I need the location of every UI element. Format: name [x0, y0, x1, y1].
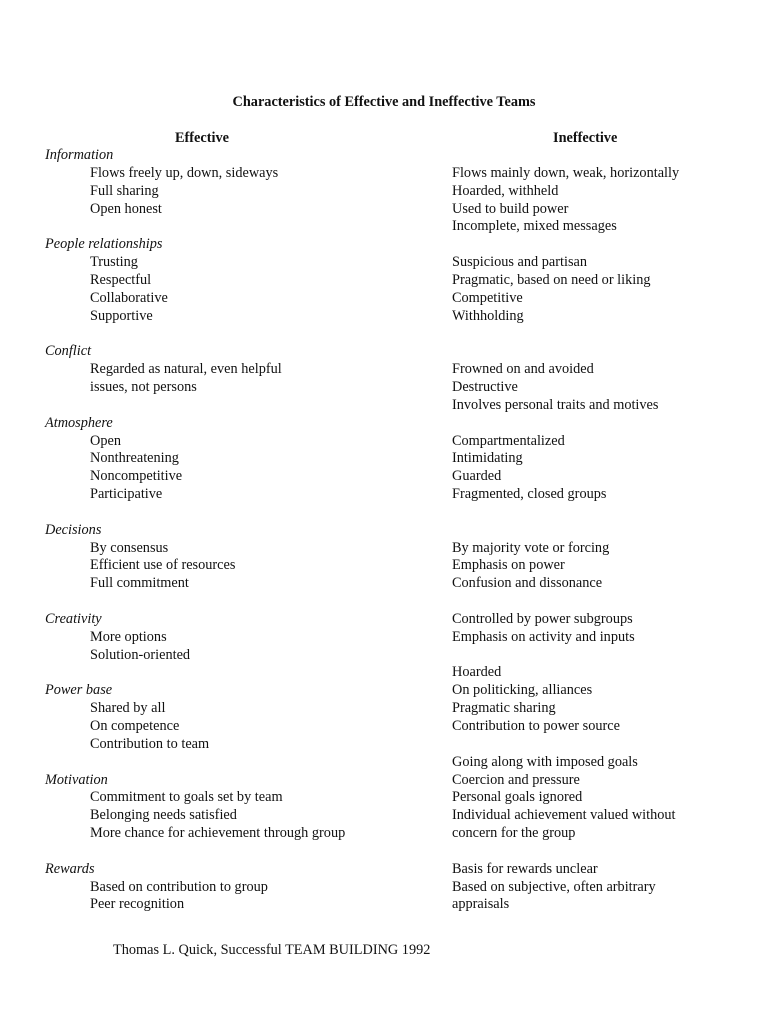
category-label: Information — [45, 147, 114, 163]
ineffective-item: Going along with imposed goals — [452, 753, 638, 770]
effective-item: Flows freely up, down, sideways — [90, 164, 279, 181]
effective-item: issues, not persons — [90, 378, 197, 395]
list-row — [0, 379, 768, 397]
list-row — [0, 682, 768, 700]
effective-item: Full commitment — [90, 575, 189, 592]
category-label: Motivation — [45, 771, 108, 788]
category-label: Atmosphere — [45, 414, 113, 431]
list-row — [0, 201, 768, 219]
list-row — [0, 343, 768, 361]
effective-item: Noncompetitive — [90, 468, 183, 485]
page-title: Characteristics of Effective and Ineffective Teams — [232, 94, 536, 110]
category-label: Decisions — [45, 521, 102, 538]
list-row — [0, 272, 768, 290]
effective-item: Participative — [90, 486, 163, 503]
list-row — [0, 290, 768, 308]
ineffective-item: Fragmented, closed groups — [452, 486, 607, 503]
ineffective-item: Compartmentalized — [452, 432, 565, 449]
list-row — [0, 807, 768, 825]
list-row — [0, 397, 768, 415]
category-label: Rewards — [45, 860, 95, 877]
ineffective-item: Emphasis on power — [452, 557, 565, 574]
ineffective-item: Intimidating — [452, 450, 523, 467]
list-row — [0, 254, 768, 272]
ineffective-item: Withholding — [452, 307, 524, 324]
ineffective-item: On politicking, alliances — [452, 682, 593, 699]
ineffective-item: Individual achievement valued without — [452, 807, 676, 824]
ineffective-item: Based on subjective, often arbitrary — [452, 878, 656, 895]
list-row — [0, 522, 768, 540]
ineffective-item: Destructive — [452, 378, 518, 395]
citation-footer: Thomas L. Quick, Successful TEAM BUILDING 1992 — [113, 942, 431, 958]
list-row — [0, 540, 768, 558]
list-row — [0, 843, 768, 861]
effective-item: Regarded as natural, even helpful — [90, 361, 282, 378]
list-row — [0, 629, 768, 647]
effective-item: Shared by all — [90, 700, 166, 717]
ineffective-item: concern for the group — [452, 825, 576, 842]
list-row — [0, 754, 768, 772]
list-row — [0, 575, 768, 593]
ineffective-item: Confusion and dissonance — [452, 575, 603, 592]
list-row — [0, 415, 768, 433]
characteristics-list — [0, 147, 768, 914]
column-header-effective: Effective — [175, 130, 229, 146]
ineffective-item: Hoarded, withheld — [452, 182, 559, 199]
category-label: Creativity — [45, 610, 102, 627]
ineffective-item: Used to build power — [452, 200, 569, 217]
ineffective-item: Incomplete, mixed messages — [452, 218, 617, 235]
list-row — [0, 147, 768, 165]
effective-item: Solution-oriented — [90, 646, 191, 663]
ineffective-item: Coercion and pressure — [452, 771, 580, 788]
ineffective-item: By majority vote or forcing — [452, 539, 610, 556]
ineffective-item: Involves personal traits and motives — [452, 396, 659, 413]
effective-item: Open honest — [90, 200, 162, 217]
ineffective-item: Contribution to power source — [452, 718, 620, 734]
list-row — [0, 896, 768, 914]
list-row — [0, 236, 768, 254]
effective-item: Efficient use of resources — [90, 557, 236, 574]
list-row — [0, 879, 768, 897]
effective-item: Trusting — [90, 254, 138, 271]
effective-item: Contribution to team — [90, 735, 210, 752]
list-row — [0, 325, 768, 343]
category-label: Power base — [45, 682, 113, 699]
list-row — [0, 504, 768, 522]
list-row — [0, 308, 768, 326]
list-row — [0, 450, 768, 468]
list-row — [0, 218, 768, 236]
effective-item: Open — [90, 432, 121, 449]
ineffective-item: Pragmatic, based on need or liking — [452, 271, 651, 288]
effective-item: Supportive — [90, 307, 153, 324]
ineffective-item: Frowned on and avoided — [452, 361, 594, 378]
ineffective-item: Competitive — [452, 289, 523, 306]
effective-item: Respectful — [90, 271, 152, 288]
category-label: Conflict — [45, 343, 92, 360]
list-row — [0, 183, 768, 201]
category-label: People relationships — [45, 236, 163, 253]
column-header-ineffective: Ineffective — [553, 130, 618, 146]
effective-item: Nonthreatening — [90, 450, 179, 467]
list-row — [0, 468, 768, 486]
effective-item: On competence — [90, 718, 180, 734]
effective-item: Based on contribution to group — [90, 878, 268, 895]
ineffective-item: Hoarded — [452, 664, 502, 681]
effective-item: Peer recognition — [90, 896, 185, 913]
ineffective-item: Controlled by power subgroups — [452, 610, 633, 627]
list-row — [0, 664, 768, 682]
list-row — [0, 736, 768, 754]
effective-item: More options — [90, 628, 167, 645]
effective-item: More chance for achievement through group — [90, 825, 346, 842]
ineffective-item: appraisals — [452, 896, 510, 913]
list-row — [0, 165, 768, 183]
list-row — [0, 486, 768, 504]
ineffective-item: Pragmatic sharing — [452, 700, 556, 717]
ineffective-item: Flows mainly down, weak, horizontally — [452, 164, 680, 181]
effective-item: Collaborative — [90, 289, 168, 306]
ineffective-item: Personal goals ignored — [452, 789, 583, 806]
list-row — [0, 700, 768, 718]
effective-item: Commitment to goals set by team — [90, 789, 283, 806]
list-row — [0, 772, 768, 790]
ineffective-item: Guarded — [452, 468, 502, 485]
list-row — [0, 611, 768, 629]
list-row — [0, 361, 768, 379]
effective-item: By consensus — [90, 539, 169, 556]
list-row — [0, 557, 768, 575]
list-row — [0, 861, 768, 879]
ineffective-item: Suspicious and partisan — [452, 254, 588, 271]
effective-item: Full sharing — [90, 182, 159, 199]
list-row — [0, 593, 768, 611]
list-row — [0, 789, 768, 807]
ineffective-item: Emphasis on activity and inputs — [452, 628, 635, 645]
list-row — [0, 647, 768, 665]
effective-item: Belonging needs satisfied — [90, 807, 237, 824]
list-row — [0, 718, 768, 736]
ineffective-item: Basis for rewards unclear — [452, 860, 598, 877]
list-row — [0, 433, 768, 451]
list-row — [0, 825, 768, 843]
